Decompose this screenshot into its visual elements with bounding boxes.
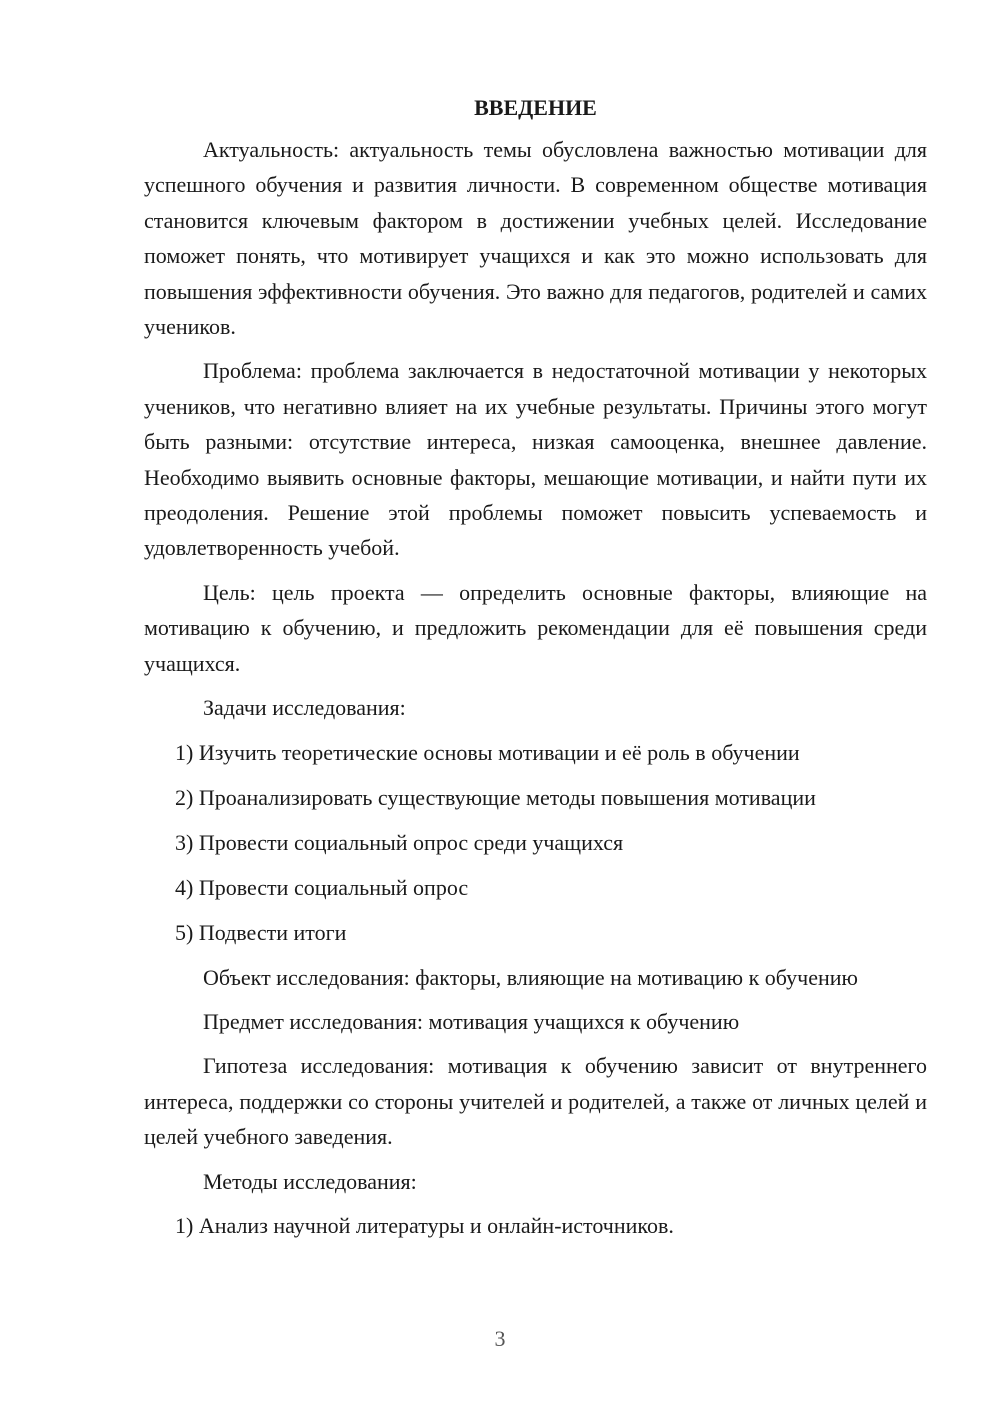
task-item: 2) Проанализировать существующие методы повышения мотивации: [175, 784, 816, 810]
tasks-list: [144, 735, 927, 950]
object-paragraph: Объект исследования: факторы, влияющие на мотивацию к обучению: [203, 964, 858, 990]
page-title: ВВЕДЕНИЕ: [474, 95, 597, 120]
subject-paragraph: Предмет исследования: мотивация учащихся к обучению: [203, 1008, 740, 1034]
hypothesis-paragraph: Гипотеза исследования: мотивация к обучению зависит от внутреннего интереса, поддержки со стороны учителей и родителей, а также от личных целей и целей учебного заведения.: [144, 1053, 927, 1150]
task-item: 4) Провести социальный опрос: [175, 874, 469, 900]
relevance-paragraph: Актуальность: актуальность темы обусловлена важностью мотивации для успешного обучения и развития личности. В современном обществе мотивация становится ключевым фактором в достижении учебных целей. Исследование поможет понять, что мотивирует учащихся и как это можно использовать для повышения эффективности обучения. Это важно для педагогов, родителей и самих учеников.: [144, 137, 927, 340]
methods-list: [144, 1208, 927, 1243]
page-number: 3: [494, 1326, 506, 1351]
task-item: 1) Изучить теоретические основы мотивации и её роль в обучении: [175, 739, 800, 765]
document-page: [144, 90, 927, 1253]
tasks-label: Задачи исследования:: [203, 695, 406, 721]
method-item: 1) Анализ научной литературы и онлайн-источников.: [175, 1212, 674, 1238]
task-item: 5) Подвести итоги: [175, 919, 347, 945]
problem-paragraph: Проблема: проблема заключается в недостаточной мотивации у некоторых учеников, что негативно влияет на их учебные результаты. Причины этого могут быть разными: отсутствие интереса, низкая самооценка, внешнее давление. Необходимо выявить основные факторы, мешающие мотивации, и найти пути их преодоления. Решение этой проблемы поможет повысить успеваемость и удовлетворенность учебой.: [144, 358, 927, 561]
methods-label: Методы исследования:: [203, 1168, 417, 1194]
task-item: 3) Провести социальный опрос среди учащихся: [175, 829, 624, 855]
goal-paragraph: Цель: цель проекта — определить основные факторы, влияющие на мотивацию к обучению, и предложить рекомендации для её повышения среди учащихся.: [144, 579, 927, 676]
